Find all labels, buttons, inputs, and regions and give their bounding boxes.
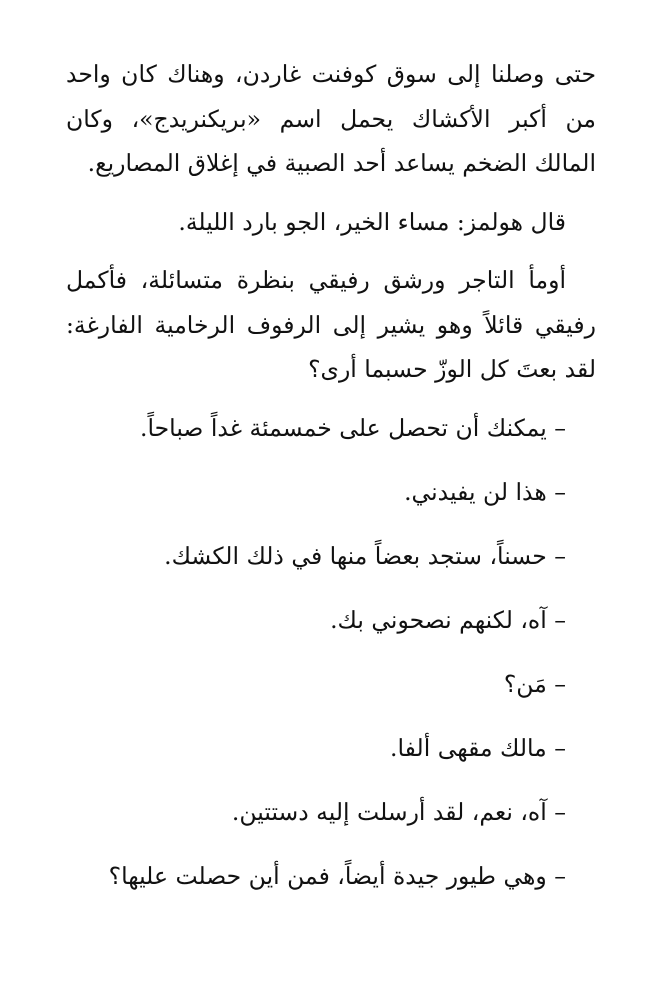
dialogue-line-5: – مَن؟ bbox=[503, 669, 566, 698]
narrative-paragraph-merchant-nod: أومأ التاجر ورشق رفيقي بنظرة متسائلة، فأكمل رفيقي قائلاً وهو يشير إلى الرفوف الرخامية الفارغة: لقد بعتَ كل الوزّ حسبما أرى؟ bbox=[66, 266, 596, 383]
dialogue-line-1: – يمكنك أن تحصل على خمسمئة غداً صباحاً. bbox=[140, 413, 566, 442]
dialogue-line-3: – حسناً، ستجد بعضاً منها في ذلك الكشك. bbox=[164, 541, 566, 570]
narrative-paragraph-market: حتى وصلنا إلى سوق كوفنت غاردن، وهناك كان واحد من أكبر الأكشاك يحمل اسم «بريكنريدج»، وكان المالك الضخم يساعد أحد الصبية في إغلاق المصاريع. bbox=[66, 60, 596, 177]
dialogue-line-2: – هذا لن يفيدني. bbox=[404, 477, 566, 506]
dialogue-line-6: – مالك مقهى ألفا. bbox=[390, 733, 566, 762]
narrative-paragraph-holmes-greeting: قال هولمز: مساء الخير، الجو بارد الليلة. bbox=[178, 207, 566, 236]
dialogue-line-7: – آه، نعم، لقد أرسلت إليه دستتين. bbox=[231, 797, 566, 826]
dialogue-line-8: – وهي طيور جيدة أيضاً، فمن أين حصلت عليها؟ bbox=[108, 861, 566, 890]
dialogue-line-4: – آه، لكنهم نصحوني بك. bbox=[330, 605, 566, 634]
document-page bbox=[66, 52, 596, 918]
